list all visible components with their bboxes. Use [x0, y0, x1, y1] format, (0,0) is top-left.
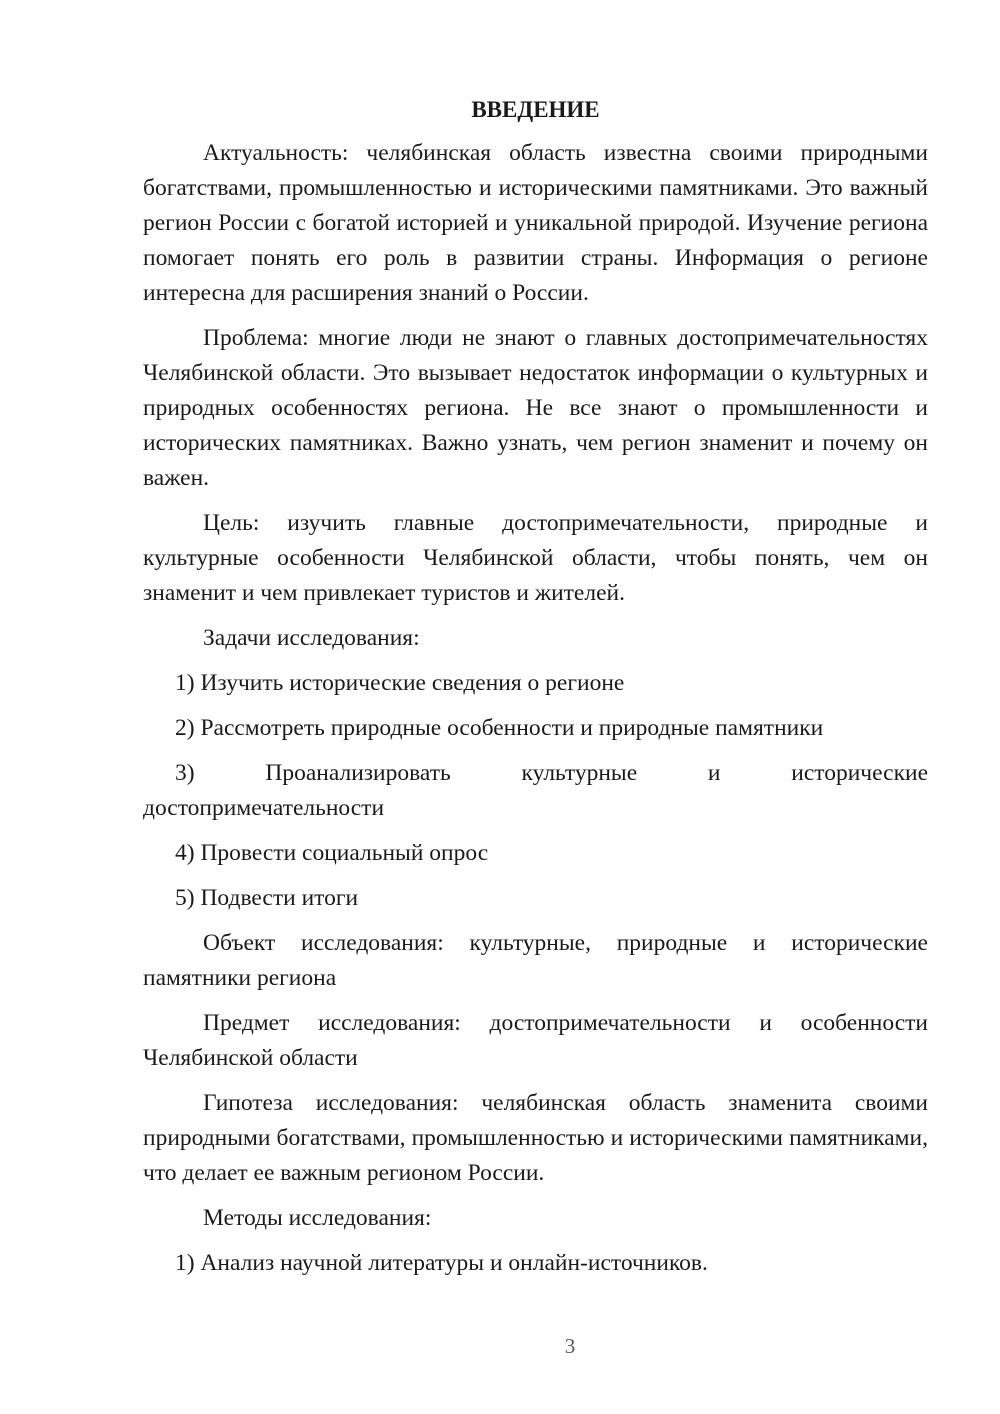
- task-3-word: 3): [175, 760, 195, 786]
- problem-paragraph: Проблема: многие люди не знают о главных достопримечательностях Челябинской области. Это вызывает недостаток информации о культурных и природных особенностях региона. Не все знают о промышленности и исторических памятниках. Важно узнать, чем регион знаменит и почему он важен.: [143, 325, 928, 491]
- page-number: 3: [564, 1334, 576, 1358]
- hypothesis-paragraph: Гипотеза исследования: челябинская область знаменита своими природными богатствами, промышленностью и историческими памятниками, что делает ее важным регионом России.: [143, 1090, 928, 1186]
- task-item-3-line: [143, 756, 928, 791]
- methods-heading: Методы исследования:: [203, 1205, 432, 1231]
- page-title: ВВЕДЕНИЕ: [471, 97, 600, 122]
- task-item: 4) Провести социальный опрос: [175, 840, 489, 866]
- task-item: 1) Изучить исторические сведения о регионе: [175, 670, 625, 696]
- method-item: 1) Анализ научной литературы и онлайн-источников.: [175, 1250, 708, 1276]
- subject-paragraph: Предмет исследования: достопримечательности и особенности Челябинской области: [143, 1010, 928, 1071]
- task-item-3-continuation: достопримечательности: [143, 795, 385, 821]
- goal-paragraph: Цель: изучить главные достопримечательности, природные и культурные особенности Челябинской области, чтобы понять, чем он знаменит и чем привлекает туристов и жителей.: [143, 510, 928, 606]
- task-item: 5) Подвести итоги: [175, 885, 359, 911]
- tasks-heading: Задачи исследования:: [203, 625, 420, 651]
- task-3-word: и: [707, 760, 721, 786]
- task-3-word: исторические: [791, 760, 928, 786]
- document-page: [143, 94, 928, 1281]
- object-paragraph: Объект исследования: культурные, природные и исторические памятники региона: [143, 930, 928, 991]
- task-3-word: Проанализировать: [265, 760, 451, 786]
- task-3-word: культурные: [521, 760, 638, 786]
- actuality-paragraph: Актуальность: челябинская область известна своими природными богатствами, промышленностью и историческими памятниками. Это важный регион России с богатой историей и уникальной природой. Изучение региона помогает понять его роль в развитии страны. Информация о регионе интересна для расширения знаний о России.: [143, 140, 928, 306]
- task-item: 2) Рассмотреть природные особенности и природные памятники: [175, 715, 824, 741]
